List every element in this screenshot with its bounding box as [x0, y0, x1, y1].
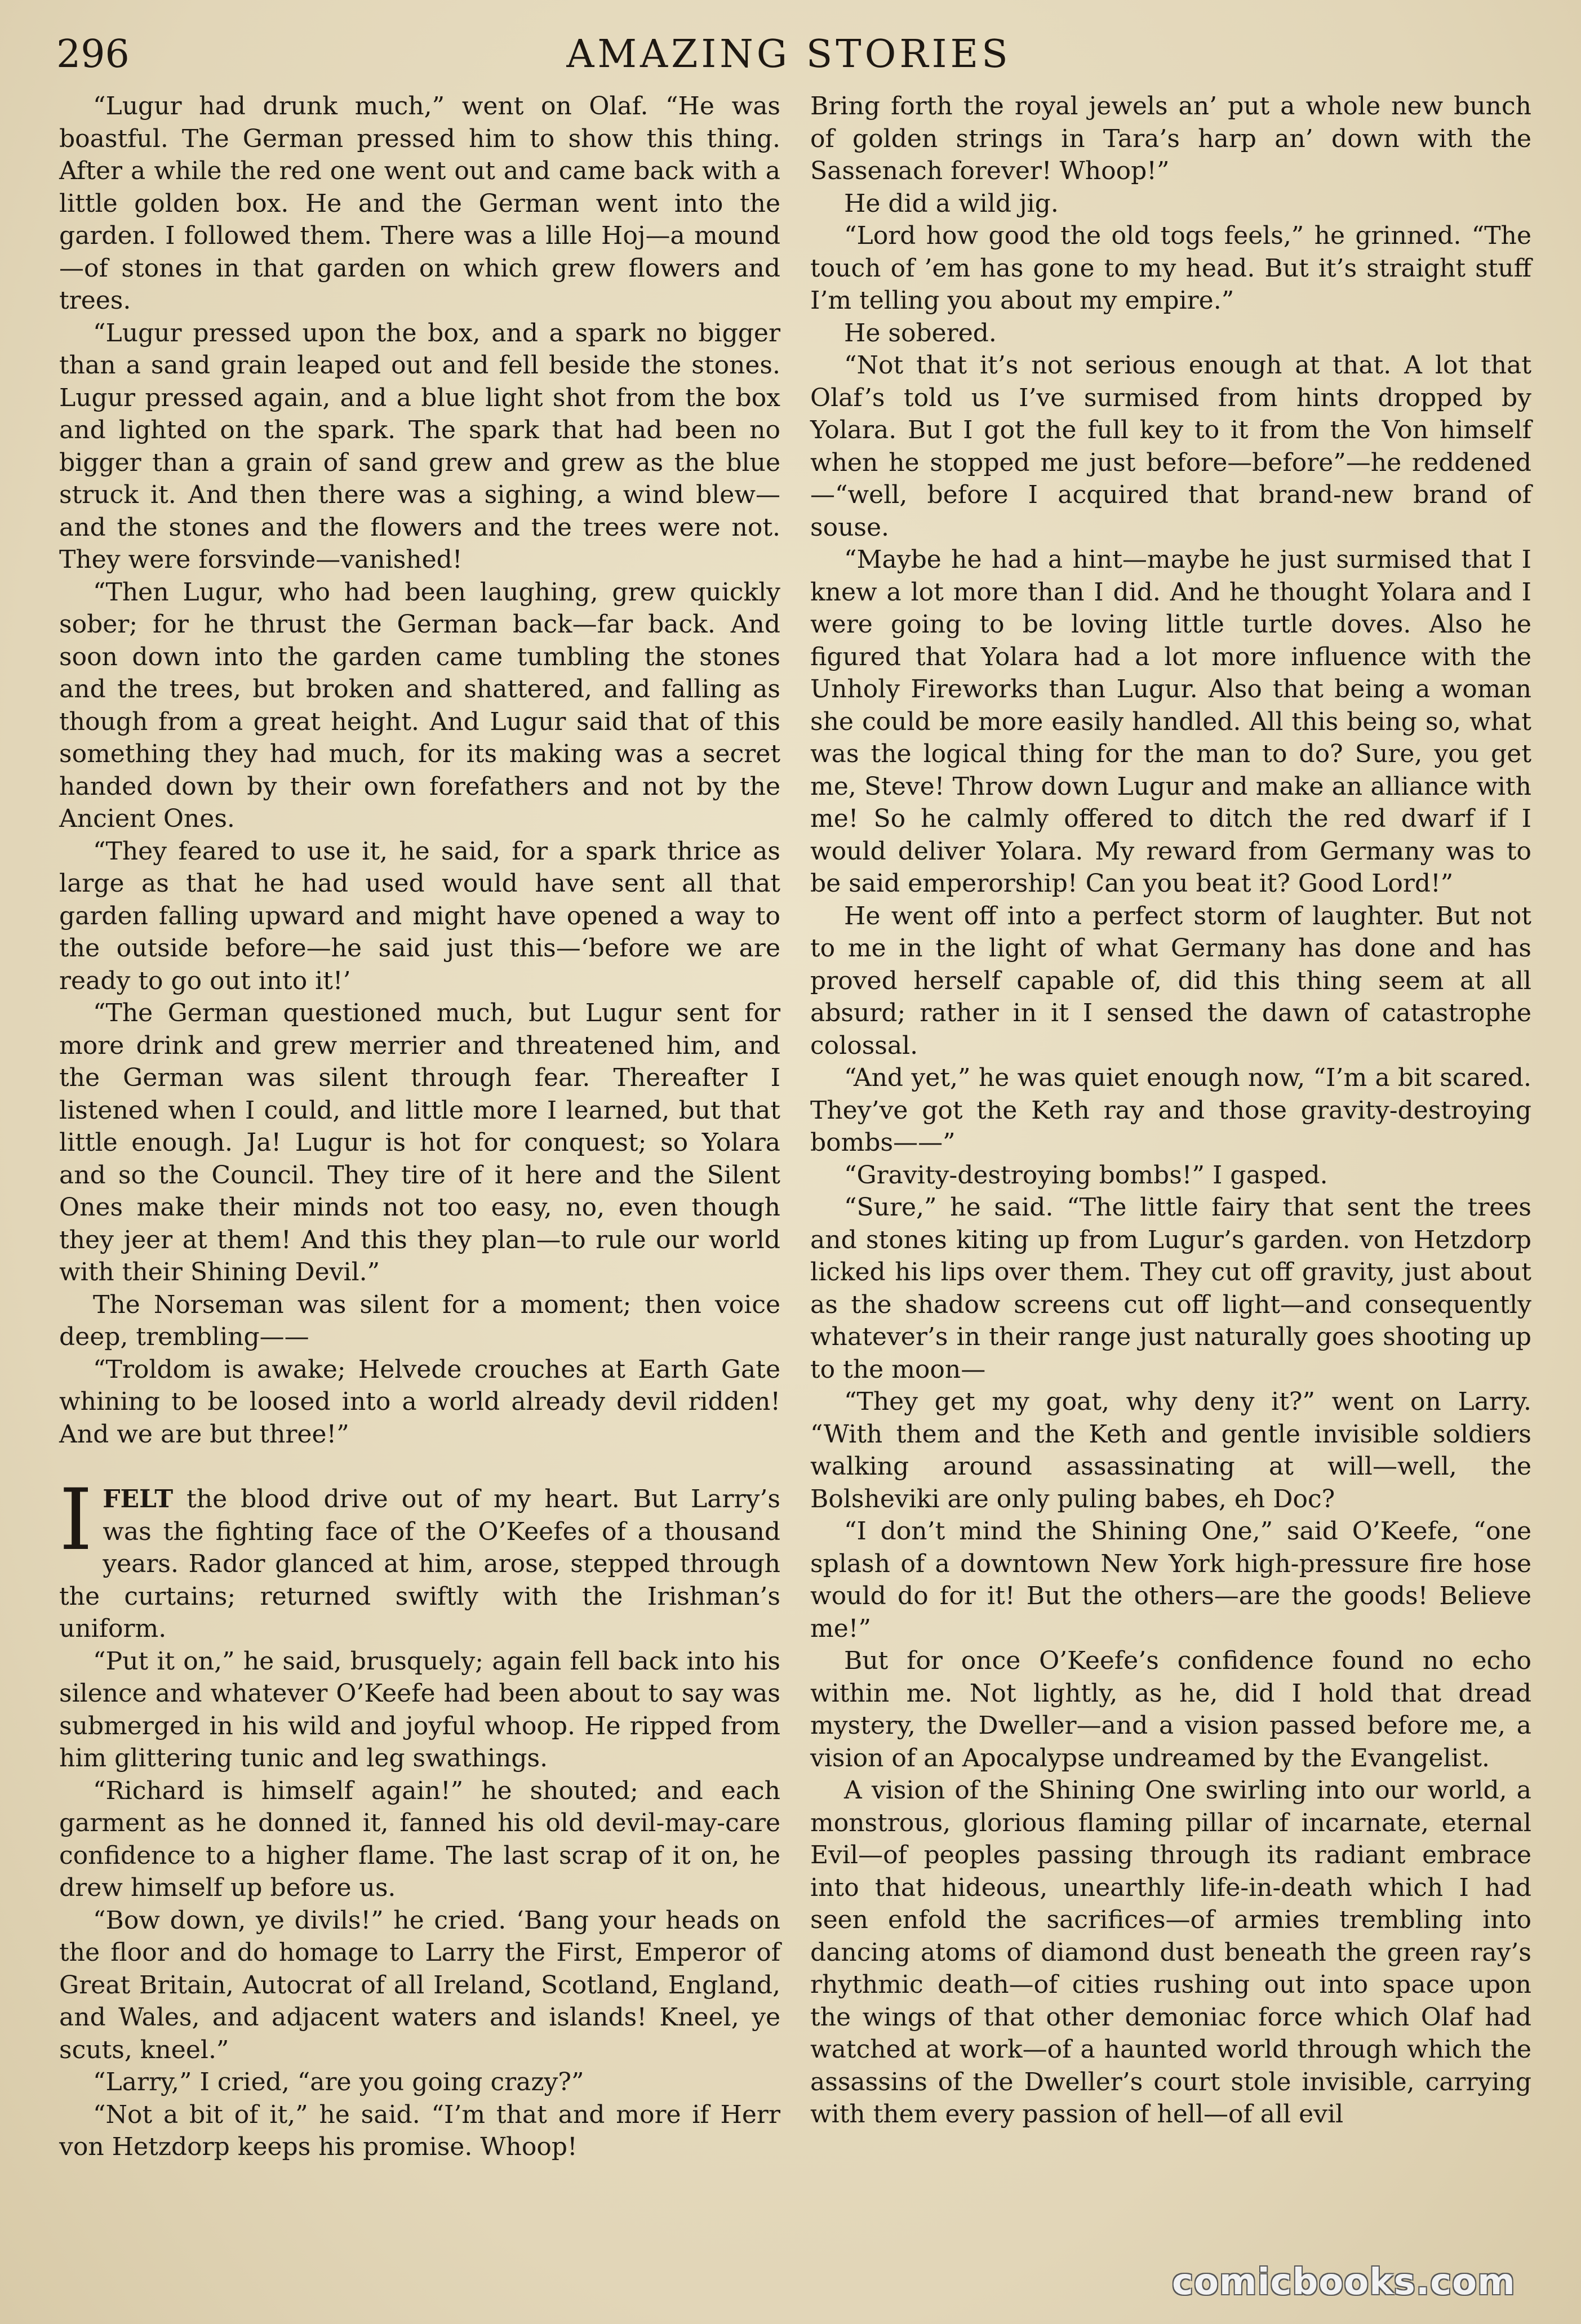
paragraph: “The German questioned much, but Lugur sent for more drink and grew merrier and threatened him, and the German was silent through fear. Thereafter I listened when I could, and little more I learned, but that little enough. Ja! Lugur is hot for conquest; so Yolara and so the Council. They tire of it here and the Silent Ones make their minds not too easy, no, even though they jeer at them! And this they plan—to rule our world with their Shining Devil.”	[59, 999, 780, 1286]
paragraph: “And yet,” he was quiet enough now, “I’m a bit scared. They’ve got the Keth ray and those gravity-destroying bombs——”	[810, 1063, 1531, 1157]
paragraph: “Sure,” he said. “The little fairy that sent the trees and stones kiting up from Lugur’s garden. von Hetzdorp licked his lips over them. They cut off gravity, just about as the shadow screens cut off light—and consequently whatever’s in their range just naturally goes shooting up to the moon—	[810, 1193, 1531, 1384]
paragraph: “Not a bit of it,” he said. “I’m that and more if Herr von Hetzdorp keeps his promise. Whoop!	[59, 2100, 780, 2161]
page-number: 296	[56, 32, 130, 77]
paragraph: “Larry,” I cried, “are you going crazy?”	[93, 2068, 584, 2096]
paragraph: The Norseman was silent for a moment; then voice deep, trembling——	[59, 1290, 780, 1351]
continued-paragraph: Bring forth the royal jewels an’ put a whole new bunch of golden strings in Tara’s harp an’ down with the Sassenach forever! Whoop!”	[810, 92, 1531, 185]
paragraph: “They get my goat, why deny it?” went on Larry. “With them and the Keth and gentle invisible soldiers walking around assassinating at will—well, the Bolsheviki are only puling babes, eh Doc?	[810, 1387, 1531, 1513]
paragraph: But for once O’Keefe’s confidence found no echo within me. Not lightly, as he, did I hold that dread mystery, the Dweller—and a vision passed before me, a vision of an Apocalypse undreamed by the Evangelist.	[810, 1646, 1531, 1773]
paragraph: “Troldom is awake; Helvede crouches at Earth Gate whining to be loosed into a world already devil ridden! And we are but three!”	[59, 1355, 780, 1449]
watermark: comicbooks.com	[1172, 2261, 1516, 2303]
paragraph: “They feared to use it, he said, for a spark thrice as large as that he had used would have sent all that garden falling upward and might have opened a way to the outside before—he said just this—‘before we are ready to go out into it!’	[59, 836, 780, 995]
paragraph: A vision of the Shining One swirling into our world, a monstrous, glorious flaming pillar of incarnate, eternal Evil—of peoples passing through its radiant embrace into that hideous, unearthly life-in-death which I had seen enfold the sacrifices—of armies trembling into dancing atoms of diamond dust beneath the green ray’s rhythmic death—of cities rushing out into space upon the wings of that other demoniac force which Olaf had watched at work—of a haunted world through which the assassins of the Dweller’s court stole invisible, carrying with them every passion of hell—of all evil	[810, 1776, 1531, 2129]
paragraph: He sobered.	[844, 318, 997, 348]
paragraph: “Lugur had drunk much,” went on Olaf. “He was boastful. The German pressed him to show this thing. After a while the red one went out and came back with a little golden box. He and the German went into the garden. I followed them. There was a lille Hoj—a mound—of stones in that garden on which grew flowers and trees.	[59, 92, 780, 315]
paragraph: “Lord how good the old togs feels,” he grinned. “The touch of ’em has gone to my head. But it’s straight stuff I’m telling you about my empire.”	[810, 221, 1531, 315]
drop-cap: I	[59, 1471, 93, 1569]
paragraph: “Lugur pressed upon the box, and a spark no bigger than a sand grain leaped out and fell beside the stones. Lugur pressed again, and a blue light shot from the box and lighted on the spark. The spark that had been no bigger than a grain of sand grew and grew as the blue struck it. And then there was a sighing, a wind blew—and the stones and the flowers and the trees were not. They were forsvinde—vanished!	[59, 318, 780, 574]
lead-word: FELT	[103, 1485, 174, 1513]
paragraph: “Not that it’s not serious enough at that. A lot that Olaf’s told us I’ve surmised from hints dropped by Yolara. But I got the full key to it from the Von himself when he stopped me just before—before”—he reddened—“well, before I acquired that brand-new brand of souse.	[810, 351, 1531, 542]
running-head: AMAZING STORIES	[566, 32, 1011, 77]
right-column	[810, 90, 1531, 2131]
paragraph: He went off into a perfect storm of laughter. But not to me in the light of what Germany has done and has proved herself capable of, did this thing seem at all absurd; rather in it I sensed the dawn of catastrophe colossal.	[810, 901, 1531, 1060]
section-opening-paragraph	[59, 1471, 780, 1645]
paragraph: “Put it on,” he said, brusquely; again fell back into his silence and whatever O’Keefe had been about to say was submerged in his wild and joyful whoop. He ripped from him glittering tunic and leg swathings.	[59, 1646, 780, 1773]
left-column	[59, 90, 780, 2163]
paragraph: “Gravity-destroying bombs!” I gasped.	[844, 1160, 1328, 1190]
section-text: the blood drive out of my heart. But Larry’s was the fighting face of the O’Keefes of a thousand years. Rador glanced at him, arose, stepped through the curtains; returned swiftly with the Irishman’s uniform.	[59, 1485, 780, 1643]
paragraph: “Maybe he had a hint—maybe he just surmised that I knew a lot more than I did. And he thought Yolara and I were going to be loving little turtle doves. Also he figured that Yolara had a lot more influence with the Unholy Fireworks than Lugur. Also that being a woman she could be more easily handled. All this being so, what was the logical thing for the man to do? Sure, you get me, Steve! Throw down Lugur and make an alliance with me! So he calmly offered to ditch the red dwarf if I would deliver Yolara. My reward from Germany was to be said emperorship! Can you beat it? Good Lord!”	[810, 545, 1531, 898]
paragraph: He did a wild jig.	[844, 189, 1059, 218]
paragraph: “Then Lugur, who had been laughing, grew quickly sober; for he thrust the German back—far back. And soon down into the garden came tumbling the stones and the trees, but broken and shattered, and falling as though from a great height. And Lugur said that of this something they had much, for its making was a secret handed down by their own forefathers and not by the Ancient Ones.	[59, 577, 780, 833]
paragraph: “Bow down, ye divils!” he cried. ‘Bang your heads on the floor and do homage to Larry the First, Emperor of Great Britain, Autocrat of all Ireland, Scotland, England, and Wales, and adjacent waters and islands! Kneel, ye scuts, kneel.”	[59, 1905, 780, 2064]
page-header	[56, 23, 1521, 84]
paragraph: “I don’t mind the Shining One,” said O’Keefe, “one splash of a downtown New York high-pressure fire hose would do for it! But the others—are the goods! Believe me!”	[810, 1517, 1531, 1643]
paragraph: “Richard is himself again!” he shouted; and each garment as he donned it, fanned his old devil-may-care confidence to a higher flame. The last scrap of it on, he drew himself up before us.	[59, 1776, 780, 1902]
